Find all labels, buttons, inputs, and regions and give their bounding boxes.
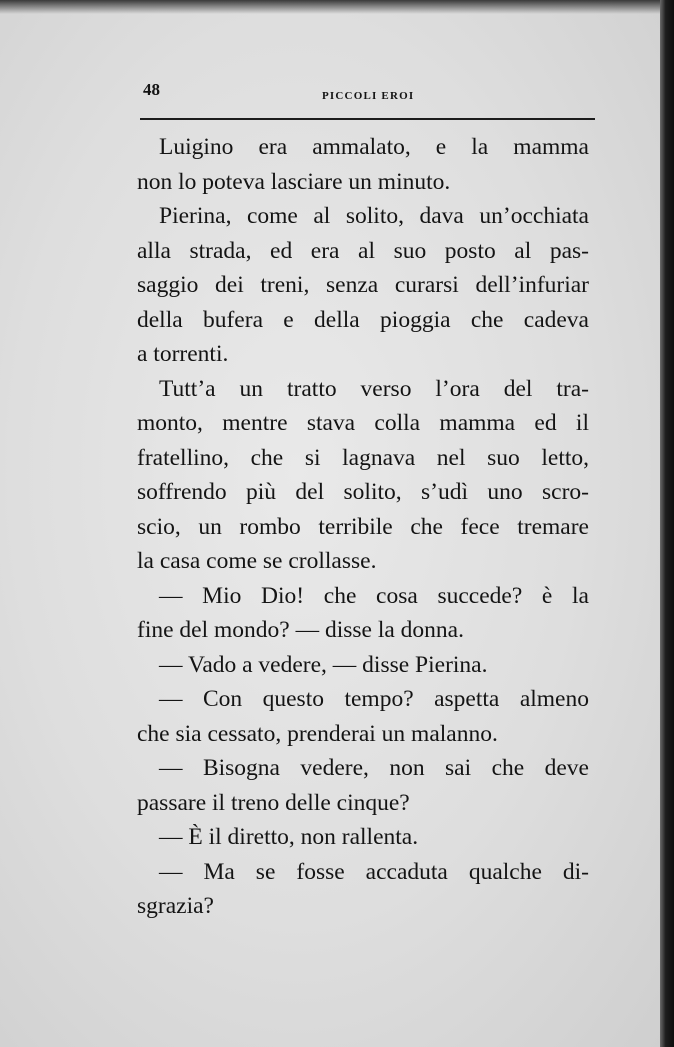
- text-line: saggio dei treni, senza curarsi dell’infuriar: [137, 272, 589, 298]
- text-line: fratellino, che si lagnava nel suo letto,: [137, 444, 589, 471]
- text-line: alla strada, ed era al suo posto al pas-: [137, 237, 589, 264]
- text-line: a torrenti.: [137, 341, 229, 367]
- text-line: — Vado a vedere, — disse Pierina.: [159, 651, 488, 678]
- body-text: [137, 130, 589, 924]
- text-line: non lo poteva lasciare un minuto.: [137, 168, 451, 195]
- running-title: PICCOLI EROI: [322, 90, 415, 102]
- text-line: monto, mentre stava colla mamma ed il: [137, 410, 589, 436]
- text-line: — Bisogna vedere, non sai che deve: [159, 755, 589, 781]
- text-line: — Con questo tempo? aspetta almeno: [159, 686, 589, 712]
- text-line: soffrendo più del solito, s’udì uno scro-: [137, 479, 589, 505]
- text-line: passare il treno delle cinque?: [137, 789, 410, 816]
- text-line: — Ma se fosse accaduta qualche di-: [159, 858, 589, 885]
- text-line: Pierina, come al solito, dava un’occhiata: [159, 203, 589, 229]
- text-line: della bufera e della pioggia che cadeva: [137, 306, 589, 333]
- text-line: Luigino era ammalato, e la mamma: [159, 134, 589, 160]
- text-line: — È il diretto, non rallenta.: [159, 824, 419, 850]
- text-line: — Mio Dio! che cosa succede? è la: [159, 582, 589, 609]
- text-line: fine del mondo? — disse la donna.: [137, 617, 464, 643]
- book-spine-edge: [660, 0, 674, 1047]
- text-line: sgrazia?: [137, 893, 214, 919]
- page-number: 48: [143, 80, 160, 99]
- text-line: scio, un rombo terribile che fece tremare: [137, 513, 589, 540]
- header-rule: [140, 118, 595, 120]
- text-line: la casa come se crollasse.: [137, 548, 377, 574]
- text-line: che sia cessato, prenderai un malanno.: [137, 720, 498, 747]
- page-top-shadow: [0, 0, 660, 14]
- text-line: Tutt’a un tratto verso l’ora del tra-: [159, 375, 589, 402]
